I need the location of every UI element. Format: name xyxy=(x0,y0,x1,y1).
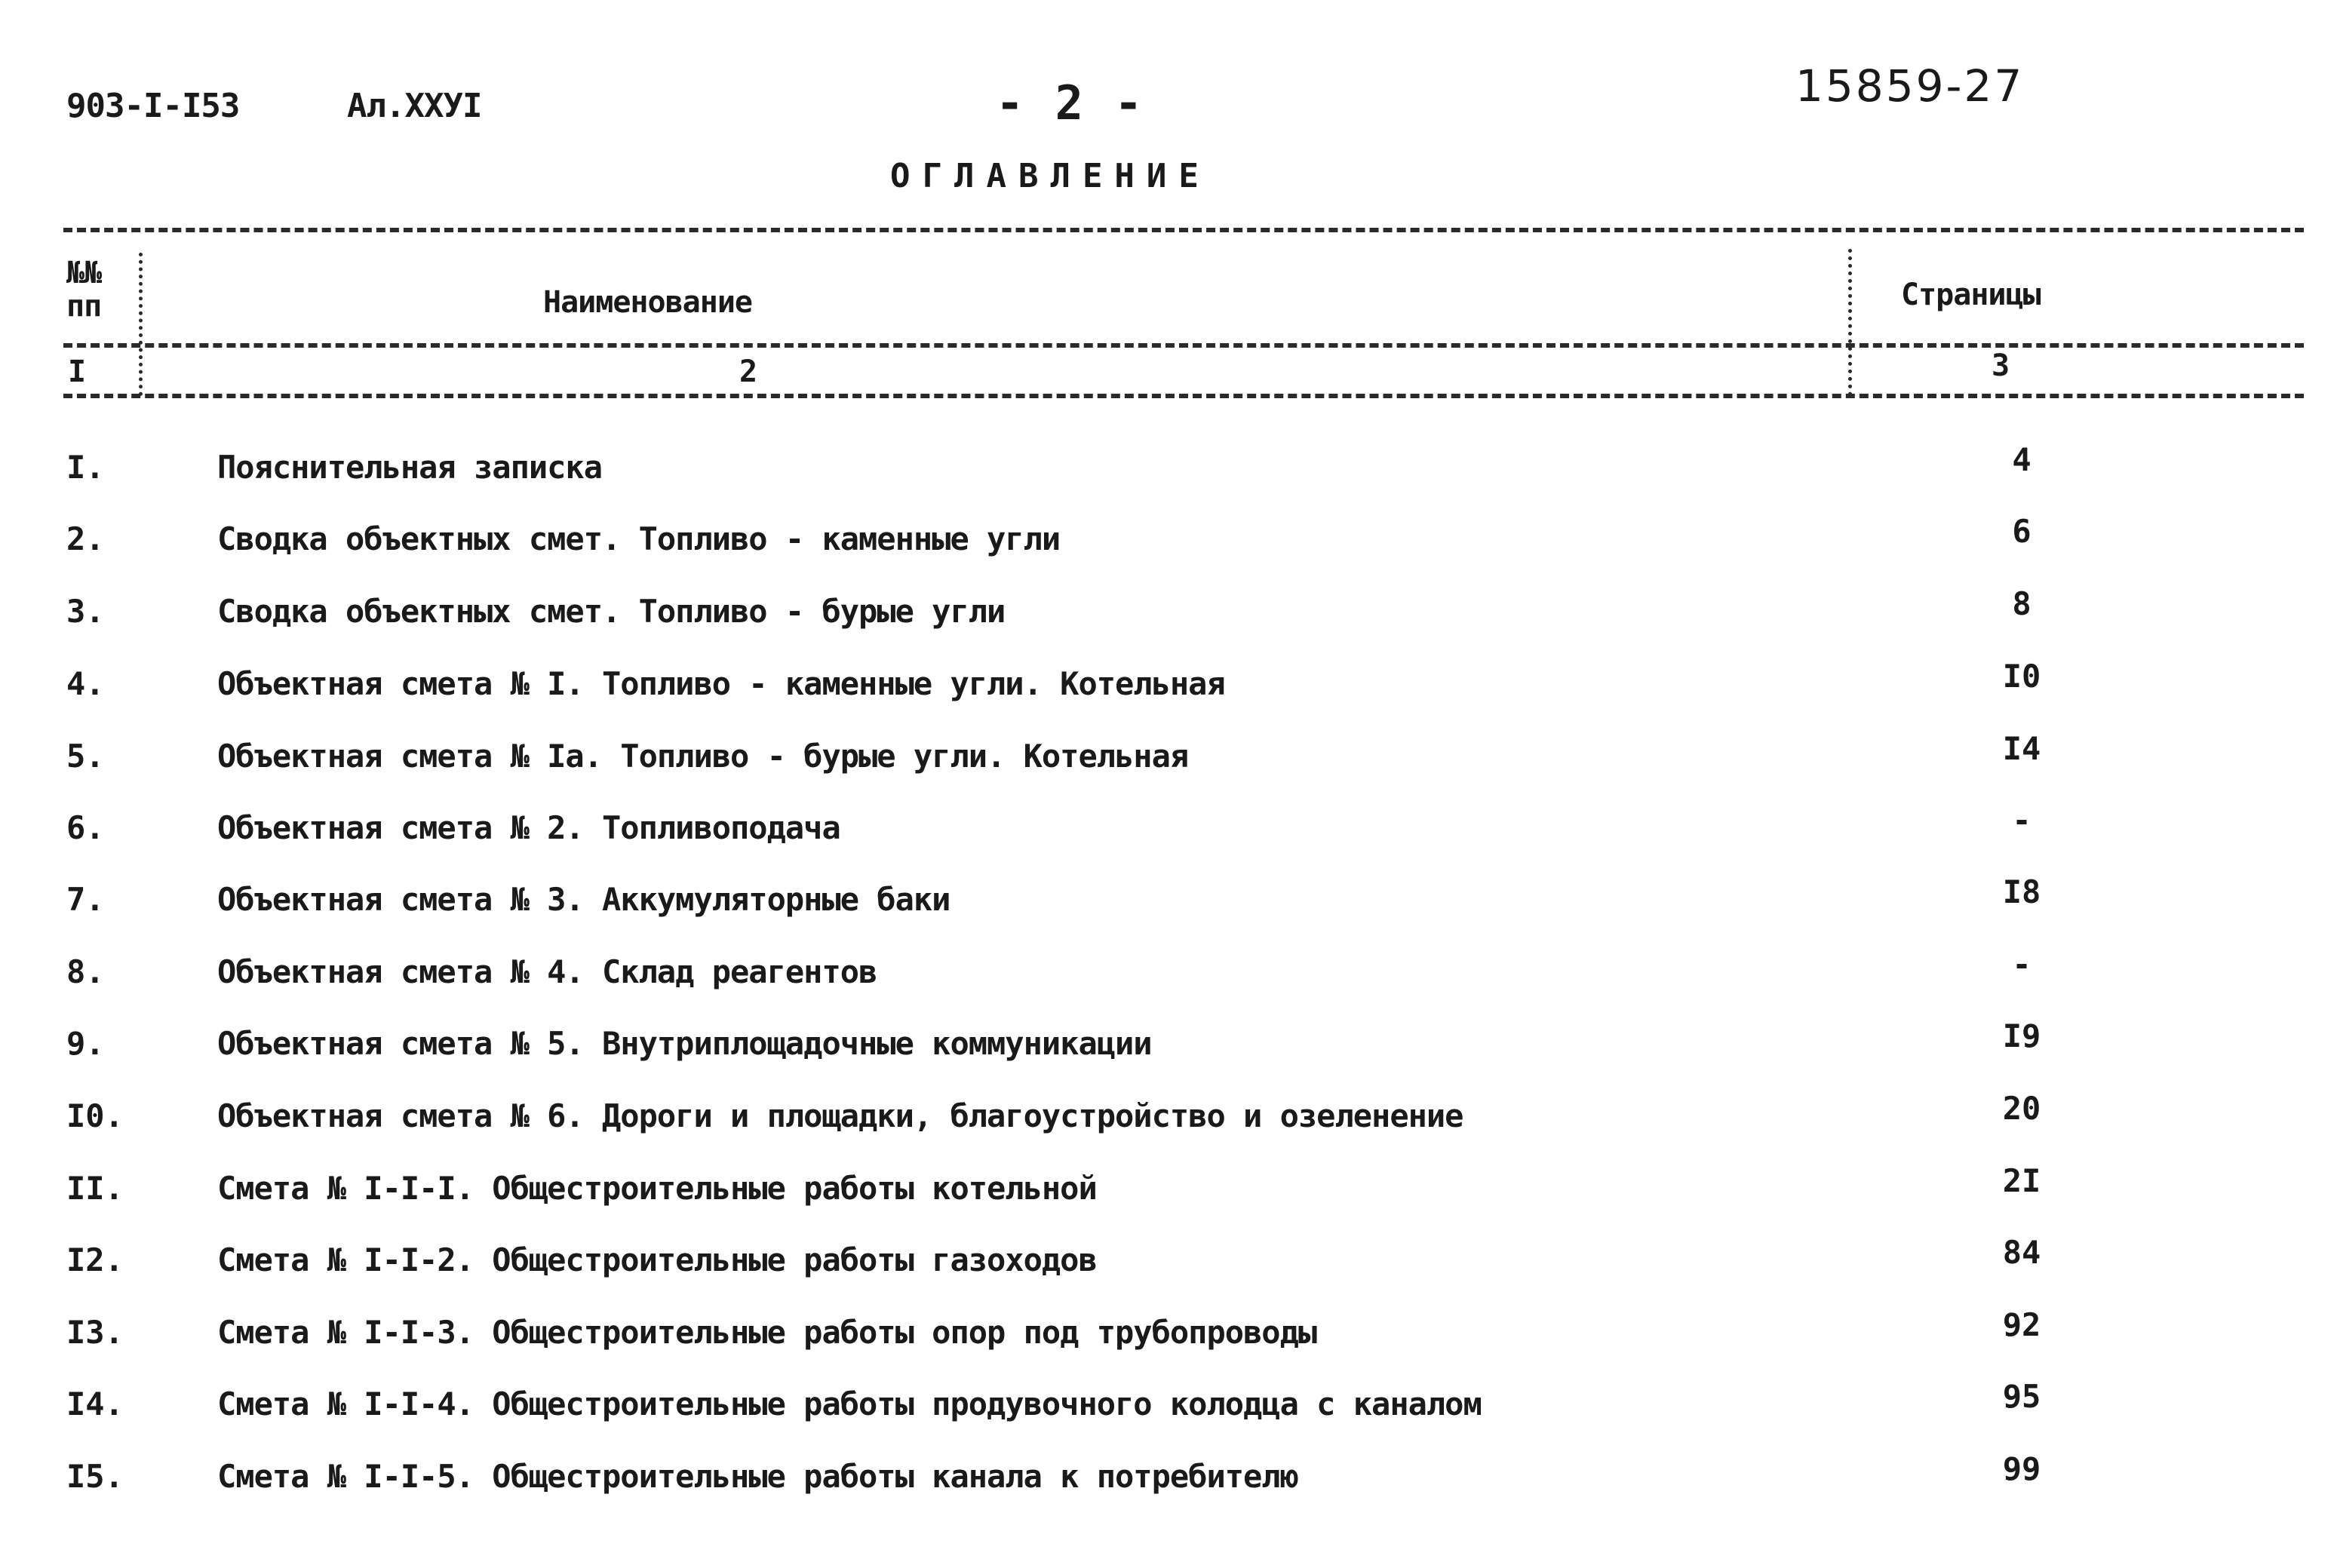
row-page: 2I xyxy=(2002,1162,2041,1199)
page-title: ОГЛАВЛЕНИЕ xyxy=(890,157,1211,195)
table-header-bottom-rule xyxy=(63,394,2304,398)
page-number: - 2 - xyxy=(996,75,1144,130)
row-title: Сводка объектных смет. Топливо - каменные угли xyxy=(217,520,1061,557)
row-number: I. xyxy=(66,449,105,486)
row-title: Объектная смета № Iа. Топливо - бурые угли. Котельная xyxy=(217,738,1189,775)
table-top-rule xyxy=(63,228,2304,232)
row-number: 8. xyxy=(66,953,105,990)
row-title: Объектная смета № 3. Аккумуляторные баки xyxy=(217,881,950,918)
row-page: 20 xyxy=(2002,1090,2041,1127)
table-header-divider xyxy=(63,343,2304,348)
row-title: Объектная смета № 4. Склад реагентов xyxy=(217,953,877,990)
row-title: Объектная смета № 5. Внутриплощадочные коммуникации xyxy=(217,1025,1152,1062)
row-page: 8 xyxy=(2012,585,2032,622)
row-number: 6. xyxy=(66,809,105,846)
row-page: I4 xyxy=(2002,730,2041,767)
row-page: - xyxy=(2012,802,2032,839)
row-page: 92 xyxy=(2002,1306,2041,1343)
row-number: 7. xyxy=(66,881,105,918)
row-page: - xyxy=(2012,946,2032,983)
row-title: Объектная смета № 6. Дороги и площадки, благоустройство и озеленение xyxy=(217,1097,1463,1134)
row-number: 5. xyxy=(66,738,105,775)
row-page: 4 xyxy=(2012,441,2032,478)
row-title: Смета № I-I-3. Общестроительные работы опор под трубопроводы xyxy=(217,1314,1317,1351)
row-number: I5. xyxy=(66,1458,124,1495)
column-divider-left xyxy=(139,253,143,396)
row-title: Сводка объектных смет. Топливо - бурые угли xyxy=(217,593,1006,630)
row-page: 84 xyxy=(2002,1234,2041,1271)
row-page: 6 xyxy=(2012,513,2032,550)
row-number: II. xyxy=(66,1170,124,1207)
row-number: 9. xyxy=(66,1025,105,1062)
col-num-header-line1: №№ xyxy=(66,256,102,290)
row-title: Объектная смета № I. Топливо - каменные угли. Котельная xyxy=(217,665,1225,702)
handwritten-stamp-number: 15859-27 xyxy=(1795,60,2025,112)
row-number: I3. xyxy=(66,1314,124,1351)
row-number: I2. xyxy=(66,1241,124,1278)
row-number: I4. xyxy=(66,1385,124,1422)
row-page: I8 xyxy=(2002,873,2041,910)
col-pages-header: Страницы xyxy=(1901,278,2041,312)
row-title: Объектная смета № 2. Топливоподача xyxy=(217,809,840,846)
row-number: 3. xyxy=(66,593,105,630)
col-name-header: Наименование xyxy=(543,285,752,320)
row-number: 2. xyxy=(66,520,105,557)
row-title: Пояснительная записка xyxy=(217,449,603,486)
row-page: 99 xyxy=(2002,1450,2041,1487)
col-num-header-line2: пп xyxy=(66,289,102,324)
row-title: Смета № I-I-2. Общестроительные работы газоходов xyxy=(217,1241,1097,1278)
col-index-3: 3 xyxy=(1992,348,2010,383)
column-divider-right xyxy=(1848,249,1852,396)
row-page: I9 xyxy=(2002,1017,2041,1054)
col-num-header xyxy=(66,256,101,323)
row-title: Смета № I-I-5. Общестроительные работы канала к потребителю xyxy=(217,1458,1298,1495)
col-index-2: 2 xyxy=(739,354,757,389)
row-number: 4. xyxy=(66,665,105,702)
row-title: Смета № I-I-4. Общестроительные работы продувочного колодца с каналом xyxy=(217,1385,1482,1422)
row-page: I0 xyxy=(2002,658,2041,695)
document-code: 903-I-I53 xyxy=(66,87,240,125)
album-number: Ал.XXУI xyxy=(347,87,482,125)
col-index-1: I xyxy=(68,354,86,389)
row-title: Смета № I-I-I. Общестроительные работы котельной xyxy=(217,1170,1097,1207)
row-page: 95 xyxy=(2002,1378,2041,1415)
row-number: I0. xyxy=(66,1097,124,1134)
